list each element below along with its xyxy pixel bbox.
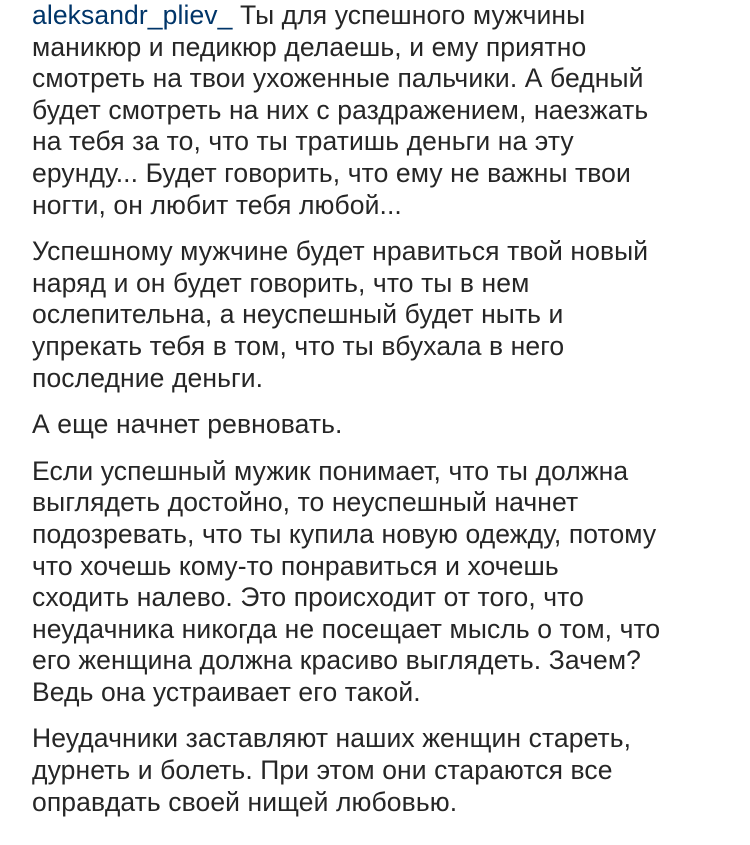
caption-text-1: Ты для успешного мужчины маникюр и педикюр делаешь, и ему приятно смотреть на твои ухоженные пальчики. А бедный будет смотреть на них с раздражением, наезжать на тебя за то, что ты тратишь деньги на эту ерунду... Будет говорить, что ему не важны твои ногти, он любит тебя любой... [32, 0, 649, 220]
caption-paragraph-5: Неудачники заставляют наших женщин стареть, дурнеть и болеть. При этом они стараются все оправдать своей нищей любовью. [32, 723, 632, 817]
post-caption [32, 0, 732, 833]
caption-paragraph-4: Если успешный мужик понимает, что ты должна выглядеть достойно, то неуспешный начнет подозревать, что ты купила новую одежду, потому что хочешь кому-то понравиться и хочешь сходить налево. Это происходит от того, что неудачника никогда не посещает мысль о том, что его женщина должна красиво выглядеть. Зачем? Ведь она устраивает его такой. [32, 455, 661, 707]
caption-paragraph-2: Успешному мужчине будет нравиться твой новый наряд и он будет говорить, что ты в нем ослепительна, а неуспешный будет ныть и упрекать тебя в том, что ты вбухала в него последние деньги. [32, 236, 649, 393]
caption-paragraph-3: А еще начнет ревновать. [32, 409, 343, 440]
username-link[interactable]: aleksandr_pliev_ [32, 0, 233, 30]
caption-paragraph-1 [32, 0, 732, 221]
